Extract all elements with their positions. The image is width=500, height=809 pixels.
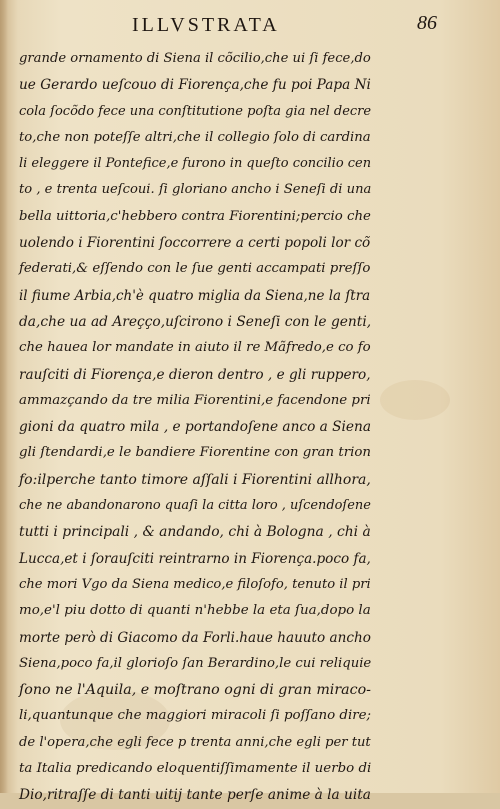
text-line: uolendo i Fiorentini ſoccorrere a certi popoli lor cõ bbox=[19, 235, 371, 252]
text-line: to , e trenta ueſcoui. ſi gloriano ancho i Seneſi di una bbox=[19, 182, 372, 198]
text-line: fo:ilperche tanto timore aſſali i Fiorentini allhora, bbox=[19, 471, 371, 488]
text-line: federati,& eſſendo con le ſue genti accampati preſſo bbox=[19, 261, 371, 277]
text-line: li,quantunque che maggiori miracoli ſi poſſano dire; bbox=[19, 708, 372, 724]
text-line: ue Gerardo ueſcouo di Fiorença,che fu poi Papa Ni bbox=[19, 77, 371, 94]
page-gutter-shadow bbox=[0, 0, 8, 793]
page-header bbox=[0, 10, 500, 40]
text-line: to,che non poteſſe altri,che il collegio ſolo di cardina bbox=[19, 129, 371, 145]
text-line: il fiume Arbia,ch'è quatro miglia da Siena,ne la ſtra bbox=[19, 287, 371, 304]
body-text bbox=[19, 46, 371, 809]
text-line: ſono ne l'Aquila, e moſtrano ogni di gran miraco- bbox=[19, 682, 371, 699]
text-line: gioni da quatro mila , e portandoſene anco a Siena bbox=[19, 419, 371, 436]
text-line: rauſciti di Fiorença,e dieron dentro , e gli ruppero, bbox=[19, 366, 371, 383]
text-line: morte però di Giacomo da Forli.haue hauuto ancho bbox=[19, 629, 371, 646]
text-line: gli ſtendardi,e le bandiere Fiorentine con gran trion bbox=[19, 445, 371, 461]
text-line: da,che ua ad Areçço,uſcirono i Seneſi con le genti, bbox=[19, 313, 372, 330]
text-line: ammazçando da tre milia Fiorentini,e facendone pri bbox=[19, 392, 371, 408]
text-line: che hauea lor mandate in aiuto il re Mãfredo,e co fo bbox=[19, 340, 371, 356]
paper-stain bbox=[380, 380, 450, 420]
text-line: Siena,poco fa,il glorioſo ſan Berardino,le cui reliquie bbox=[19, 655, 372, 671]
text-line: ta Italia predicando eloquentiſſimamente il uerbo di bbox=[19, 761, 372, 777]
text-line: de l'opera,che egli fece p trenta anni,che egli per tut bbox=[19, 734, 371, 750]
text-line: bella uittoria,c'hebbero contra Fiorentini;percio che bbox=[19, 208, 371, 224]
page-number: 86 bbox=[417, 12, 437, 34]
text-line: che ne abandonarono quaſi la citta loro , uſcendoſene bbox=[19, 498, 371, 514]
text-line: grande ornamento di Siena il cõcilio,che ui ſi fece,do bbox=[19, 51, 371, 66]
text-line: Dio,ritraſſe di tanti uitij tante perſe anime à la uita bbox=[19, 787, 371, 804]
text-line: li eleggere il Pontefice,e furono in queſto concilio cen bbox=[19, 156, 372, 172]
text-line: cola ſocõdo fece una conſtitutione poſta gia nel decre bbox=[19, 103, 372, 119]
text-line: mo,e'l piu dotto di quanti n'hebbe la eta ſua,dopo la bbox=[19, 603, 371, 619]
running-title: ILLVSTRATA bbox=[132, 14, 280, 36]
text-line: che mori Vgo da Siena medico,e filoſofo, tenuto il pri bbox=[19, 576, 371, 592]
text-line: Lucca,et i ſorauſciti reintrarno in Fiorença.poco fa, bbox=[19, 550, 371, 567]
text-line: tutti i principali , & andando, chi à Bologna , chi à bbox=[19, 524, 371, 541]
